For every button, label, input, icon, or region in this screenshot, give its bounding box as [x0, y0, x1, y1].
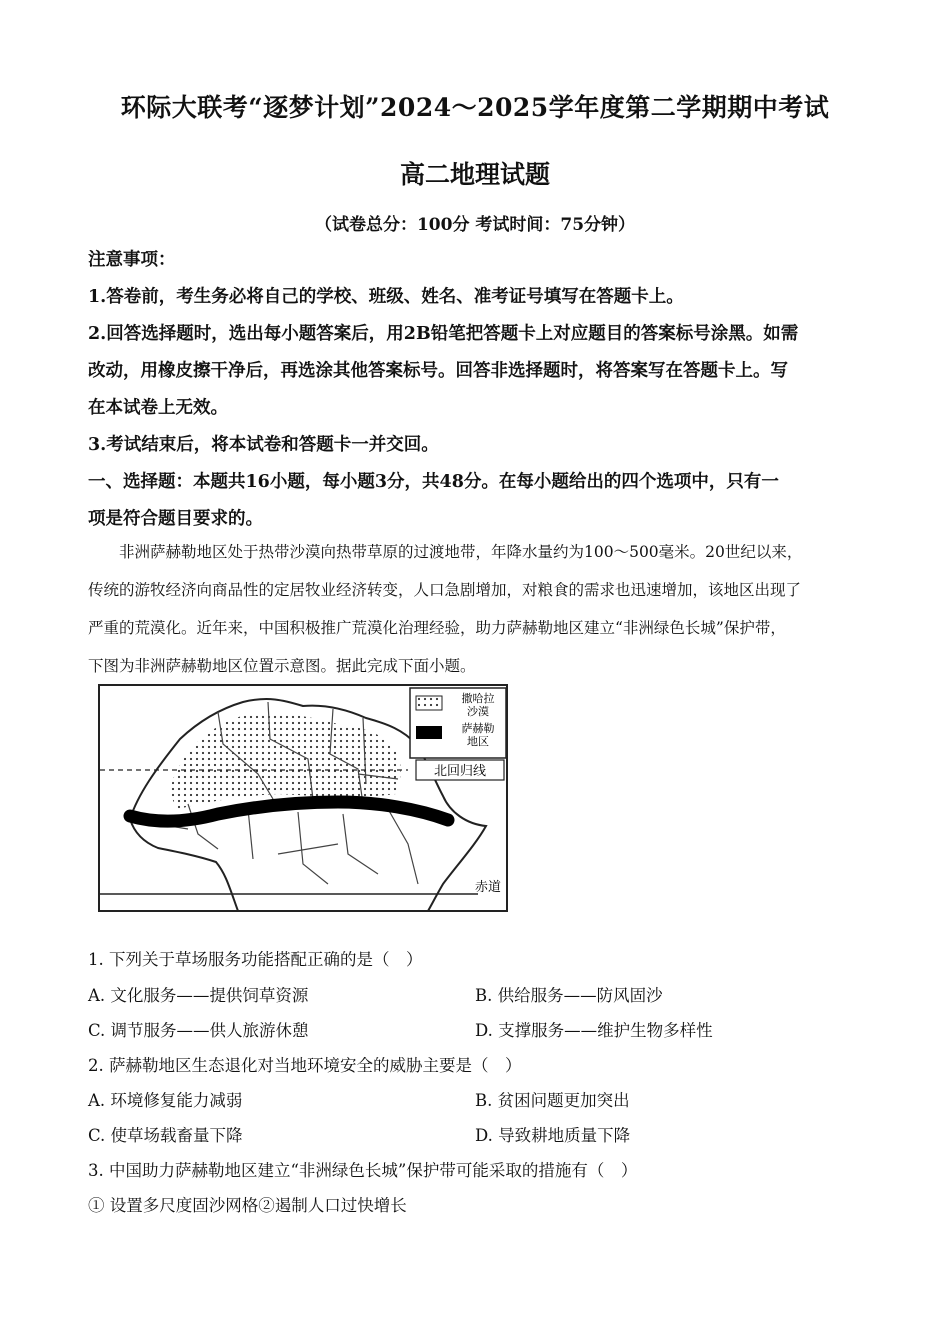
subject-title: 高二地理试题: [399, 160, 550, 189]
notes-heading: 注意事项：: [88, 250, 176, 270]
passage: [88, 533, 863, 685]
note-item-1: 1.答卷前，考生务必将自己的学校、班级、姓名、准考证号填写在答题卡上。: [88, 287, 684, 307]
note-item-2-line-2: 改动，用橡皮擦干净后，再选涂其他答案标号。回答非选择题时，将答案写在答题卡上。写: [88, 361, 788, 381]
section-heading-line-2: 项是符合题目要求的。: [88, 509, 263, 529]
passage-line-4: 下图为非洲萨赫勒地区位置示意图。据此完成下面小题。: [88, 657, 476, 675]
legend-sahel-label-2: 地区: [467, 735, 489, 748]
sahel-location-map: [98, 684, 508, 912]
question-2-option-a: A. 环境修复能力减弱: [88, 1091, 243, 1110]
passage-line-2: 传统的游牧经济向商品性的定居牧业经济转变，人口急剧增加，对粮食的需求也迅速增加，该地区出现了: [88, 581, 802, 599]
legend-sahara-label-2: 沙漠: [467, 705, 489, 718]
question-1-option-d: D. 支撑服务——维护生物多样性: [475, 1021, 713, 1040]
note-item-2-line-3: 在本试卷上无效。: [88, 398, 228, 418]
note-item-3: 3.考试结束后，将本试卷和答题卡一并交回。: [88, 435, 439, 455]
legend-sahel-swatch: [416, 726, 442, 739]
legend-sahara-label-1: 撒哈拉: [461, 692, 495, 705]
question-2-stem: 2. 萨赫勒地区生态退化对当地环境安全的威胁主要是（ ）: [88, 1056, 522, 1075]
exam-title: 环际大联考“逐梦计划”2024～2025学年度第二学期期中考试: [120, 93, 830, 122]
question-1-option-a: A. 文化服务——提供饲草资源: [88, 986, 309, 1005]
exam-info: （试卷总分：100分 考试时间：75分钟）: [314, 215, 636, 235]
question-2-option-c: C. 使草场载畜量下降: [88, 1126, 243, 1145]
question-1-stem: 1. 下列关于草场服务功能搭配正确的是（ ）: [88, 950, 423, 969]
passage-line-1: 非洲萨赫勒地区处于热带沙漠向热带草原的过渡地带，年降水量约为100～500毫米。20世纪以来，: [88, 543, 803, 561]
question-1-option-b: B. 供给服务——防风固沙: [475, 986, 663, 1005]
question-2-option-d: D. 导致耕地质量下降: [475, 1126, 631, 1145]
question-3-items: ① 设置多尺度固沙网格②遏制人口过快增长: [88, 1196, 407, 1215]
section-heading-line-1: 一、选择题：本题共16小题，每小题3分，共48分。在每小题给出的四个选项中，只有一: [88, 472, 779, 492]
legend-sahara-swatch: [416, 696, 442, 710]
note-item-2-line-1: 2.回答选择题时，选出每小题答案后，用2B铅笔把答题卡上对应题目的答案标号涂黑。如需: [88, 324, 799, 344]
legend-sahel-label-1: 萨赫勒: [461, 722, 495, 735]
question-2-option-b: B. 贫困问题更加突出: [475, 1091, 630, 1110]
passage-line-3: 严重的荒漠化。近年来，中国积极推广荒漠化治理经验，助力萨赫勒地区建立“非洲绿色长城”保护带，: [88, 619, 786, 637]
equator-label: 赤道: [474, 880, 502, 895]
tropic-of-cancer-label: 北回归线: [433, 764, 487, 779]
question-3-stem: 3. 中国助力萨赫勒地区建立“非洲绿色长城”保护带可能采取的措施有（ ）: [88, 1161, 638, 1180]
question-1-option-c: C. 调节服务——供人旅游休憩: [88, 1021, 309, 1040]
